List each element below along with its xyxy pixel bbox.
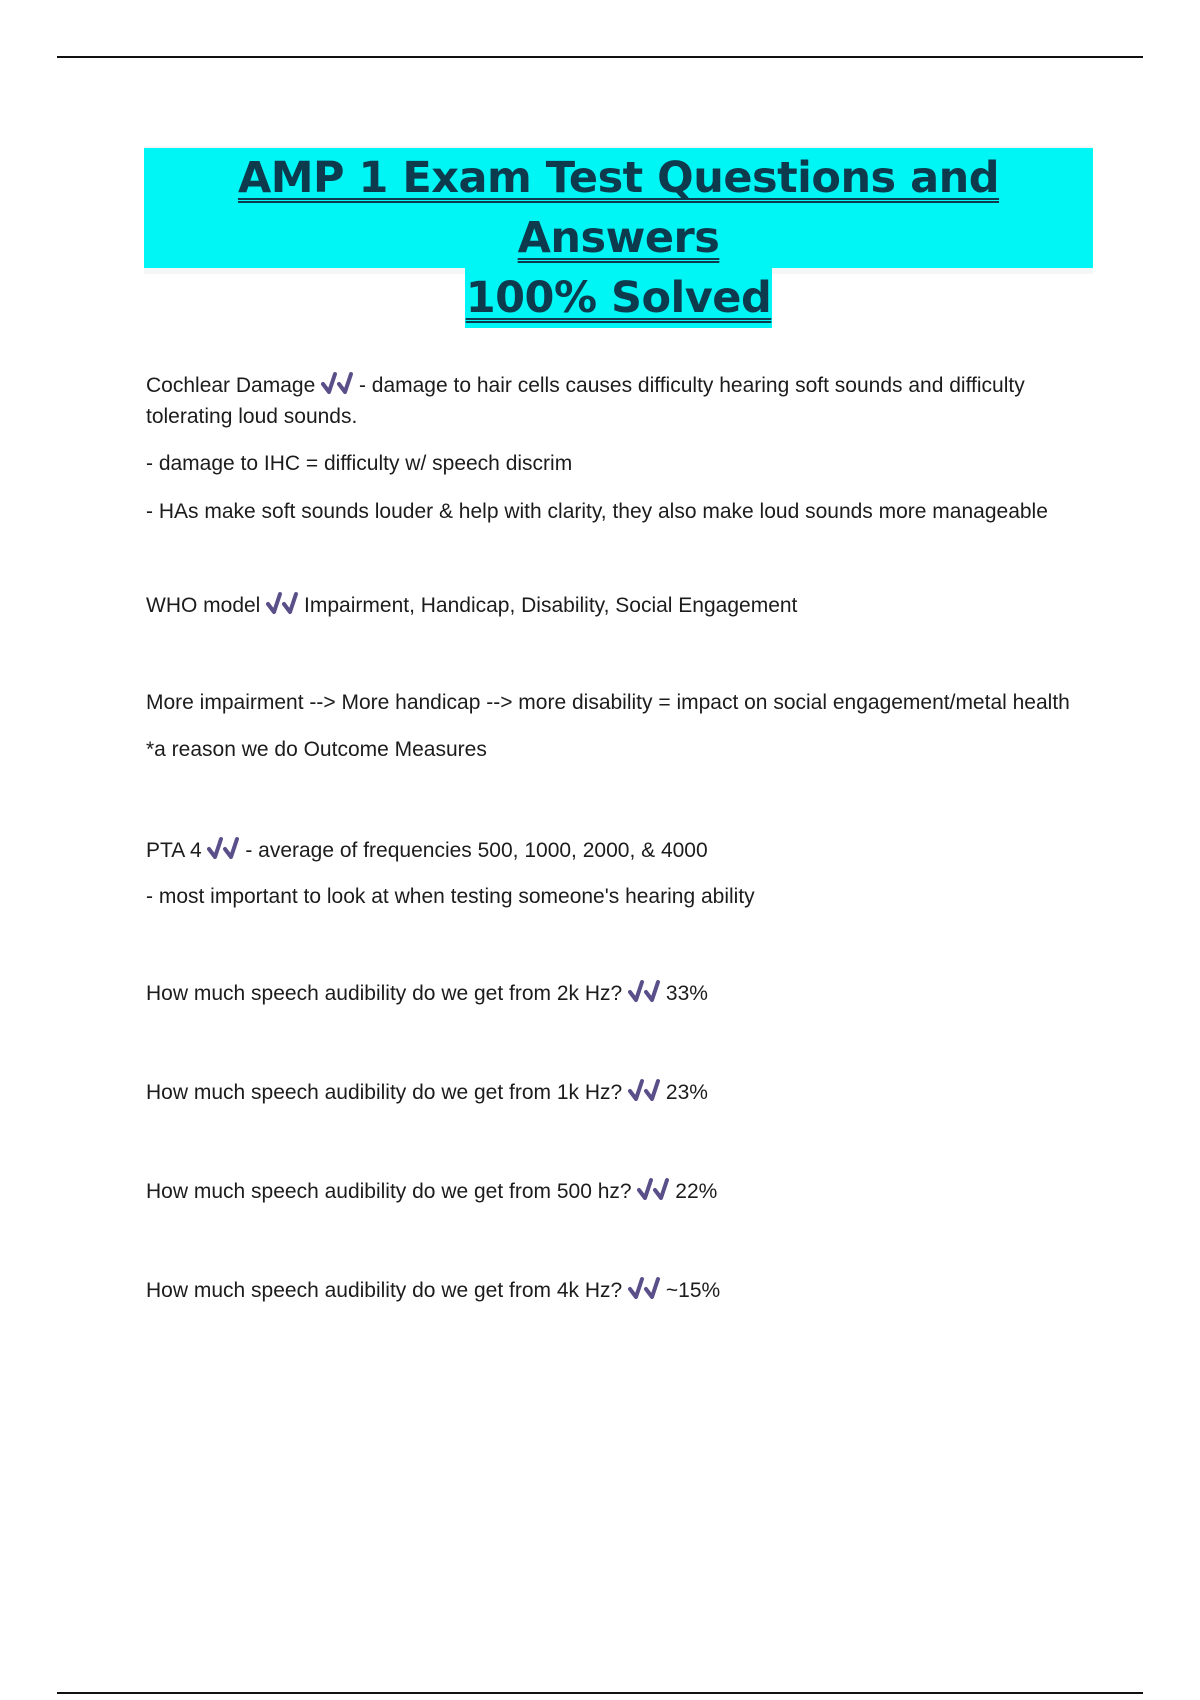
answer: 22% <box>675 1180 718 1203</box>
term: How much speech audibility do we get from 500 hz? <box>146 1180 632 1203</box>
answer: - damage to hair cells causes difficulty hearing soft sounds and difficulty tolerating loud sounds. <box>146 374 1025 428</box>
note: More impairment --> More handicap --> more disability = impact on social engagement/metal health <box>146 691 1070 714</box>
page-title-line-2: 100% Solved <box>465 268 773 328</box>
term: PTA 4 <box>146 839 202 862</box>
term: How much speech audibility do we get from 1k Hz? <box>146 1081 623 1104</box>
qa-item-audibility-4k <box>146 1275 1076 1306</box>
qa-item-audibility-500 <box>146 1176 1076 1207</box>
title-block <box>144 146 1093 323</box>
check-mark-icon <box>637 1176 669 1204</box>
top-rule <box>57 56 1143 58</box>
term: Cochlear Damage <box>146 374 316 397</box>
qa-content <box>146 370 1076 1306</box>
term: How much speech audibility do we get from 4k Hz? <box>146 1279 623 1302</box>
qa-item-who-model <box>146 590 1076 621</box>
check-mark-icon <box>266 590 298 618</box>
page-title-line-1: AMP 1 Exam Test Questions and Answers <box>144 148 1093 268</box>
answer: Impairment, Handicap, Disability, Social Engagement <box>304 594 798 617</box>
qa-item-pta-4 <box>146 835 1076 866</box>
term: WHO model <box>146 594 261 617</box>
answer: ~15% <box>665 1279 721 1302</box>
answer: 23% <box>665 1081 708 1104</box>
check-mark-icon <box>628 978 660 1006</box>
qa-item-cochlear-damage <box>146 370 1076 432</box>
note: - most important to look at when testing someone's hearing ability <box>146 885 755 908</box>
check-mark-icon <box>628 1275 660 1303</box>
answer: - average of frequencies 500, 1000, 2000, & 4000 <box>245 839 708 862</box>
qa-item-audibility-2k <box>146 978 1076 1009</box>
note: - HAs make soft sounds louder & help with clarity, they also make loud sounds more manageable <box>146 500 1048 523</box>
note: - damage to IHC = difficulty w/ speech discrim <box>146 452 573 475</box>
check-mark-icon <box>207 835 239 863</box>
bottom-rule <box>57 1692 1143 1694</box>
check-mark-icon <box>628 1077 660 1105</box>
answer: 33% <box>665 982 708 1005</box>
qa-item-audibility-1k <box>146 1077 1076 1108</box>
term: How much speech audibility do we get from 2k Hz? <box>146 982 623 1005</box>
note: *a reason we do Outcome Measures <box>146 738 487 761</box>
check-mark-icon <box>321 370 353 398</box>
